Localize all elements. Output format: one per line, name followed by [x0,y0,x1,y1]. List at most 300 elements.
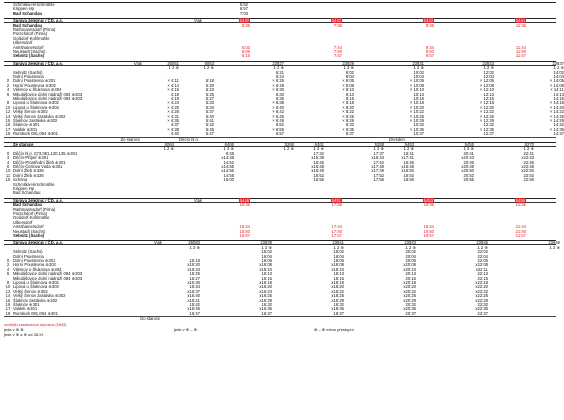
station-name: Lipová u Šluknova ⊕304 [13,104,59,110]
station-row [4,46,556,50]
train-class-note: 1 2 ⊕ [203,65,214,71]
departure-time: 7:57 [333,53,342,59]
station-name: Velký Šenov ⊕302 [13,288,48,294]
station-row [4,250,556,254]
departure-time: 18:32 [333,301,344,307]
train-number [344,241,380,245]
departure-time: × 8:35 [342,126,354,132]
departure-time: × 10:22 [409,109,424,115]
station-name: Mikulášovice dolní nádraží 084 ⊕303 [13,271,83,277]
departure-time: 22:41 [523,150,534,156]
departure-time: 20:52 [463,172,474,178]
train-number: 6461 [314,142,324,147]
departure-time: × 14:05 [549,78,564,84]
departure-time: 14:15 [553,95,564,101]
legend-red-note: vedlejší zastávková doprava (NM3) [4,321,67,327]
departure-time: x16:10 [259,266,272,272]
departure-time: 18:56 [403,177,414,183]
station-name: Horní Poustevna ⊕302 [13,82,56,88]
departure-time: x18:29 [331,297,344,303]
block4-table [4,142,556,195]
km-value: 2 [6,82,10,88]
legend-note-3: jede v ⊕ – ⊕ [174,326,197,332]
departure-time: 6:48 [225,150,234,156]
station-name: Goßdorf-Kohlmühle [13,35,50,41]
km-value [4,41,12,45]
departure-time: × 10:29 [409,117,424,123]
station-name: Lipová u Šluknova ⊕304 [13,284,59,290]
km-value: 15 [5,117,11,123]
train-number: 23941 [332,240,344,246]
station-name: Rathmannsdorf (Pirna) [13,206,56,212]
station-name: Valdek ⊕301 [13,126,38,132]
departure-time: x20:48 [461,164,474,169]
departure-time: 5:41 [205,117,214,123]
station-name: Velký Šenov zastávka ⊕302 [13,293,66,299]
departure-time: 18:37 [333,310,344,316]
footer-value: Děčín hl.n. [179,136,200,142]
departure-time: 19:57 [423,232,434,238]
train-number: 6063 [204,60,214,66]
km-value: 14 [5,113,11,119]
station-row [4,230,556,234]
train-number: 23943 [404,240,416,246]
departure-time: 16:04 [261,253,272,259]
station-name: Rumburk 081,084 ⊕301 [13,131,58,137]
train-number: 26061 [167,60,179,66]
departure-time: 16:02 [261,249,272,255]
departure-time: × 8:22 [342,109,354,115]
station-name: Neustadt (Sachs) [13,48,46,54]
station-row [4,24,556,28]
departure-time: x22:18 [475,279,488,285]
departure-time: × 8:20 [342,104,354,110]
train-number [434,199,480,203]
station-row [4,221,556,225]
footer-value: Dresden [389,136,405,142]
departure-time: 14:37 [553,131,564,137]
station-name: Mikulášovice dolní nádraží 084 ⊕303 [13,95,83,101]
km-value: 12 [5,109,11,115]
departure-time: 4:18 [170,91,179,97]
km-value: 3 [6,155,10,161]
train-class-note: 1 2 ⊕ [549,244,560,250]
km-value [4,24,12,28]
km-value: 10 [5,284,11,290]
station-name: Sebnitz (Sachs) [13,232,45,238]
train-number [488,241,524,245]
station-name: Mikulášovice dolní nádraží 084 ⊕303 [13,91,83,97]
departure-time: 19:36 [423,202,434,208]
departure-time: 6:21 [275,69,284,75]
departure-time: 22:32 [477,301,488,307]
operator-name: Ze stanice [13,142,34,147]
departure-time: × 14:18 [549,100,564,106]
departure-time: 12:15 [483,95,494,101]
departure-time: × 14:35 [549,126,564,132]
departure-time: x15:20 [187,262,200,268]
departure-time: 9:50 [425,48,434,54]
departure-time: 5:33 [205,100,214,106]
block2-table [4,18,556,58]
departure-time: 20:05 [405,257,416,263]
station-row [4,212,556,216]
train-class-note: 1 2 ⊕ [463,146,474,152]
km-value [4,32,12,36]
departure-time: 22:52 [523,172,534,178]
station-name: Krippen Hp [13,186,34,191]
departure-time: 18:04 [333,253,344,259]
departure-time: 8:15 [345,95,354,101]
operator-row [4,240,560,246]
departure-time: 16:56 [313,177,324,183]
km-header [4,199,12,203]
departure-time: 15:18 [189,257,200,263]
departure-time: x20:10 [403,266,416,272]
train-number: 23929 [342,60,354,66]
footer-label: Ze stanice [120,136,140,142]
km-value: 4 [6,159,10,165]
operator-row [4,19,556,23]
departure-time: 22:04 [477,253,488,259]
station-name: Dolní Žleb ⊕326 [13,168,44,174]
departure-time: 6:35 [275,95,284,101]
km-value: 4 [6,266,10,272]
departure-time: x16:35 [259,306,272,312]
station-row [4,187,556,191]
station-name: Neustadt (Sachs) [13,228,46,234]
departure-time: x14:55 [221,164,234,169]
departure-time: 21:36 [515,202,526,208]
departure-time: × 6:42 [272,109,284,115]
departure-time: 20:02 [405,249,416,255]
departure-time: 16:52 [403,172,414,178]
departure-time: x16:48 [401,164,414,169]
km-value [4,187,12,191]
station-name: Schöna [13,177,28,183]
departure-time: 5:34 [205,104,214,110]
station-name: Dolní Poustevna ⊕301 [13,257,56,263]
station-name: Děčín-Přípeř ⊕301 [13,155,49,161]
station-name: Sebnitz (Sachs) [13,53,45,59]
station-name: Děčín hl.n. 073,081,130,135 ⊕301 [13,150,78,156]
departure-time: x20:43 [461,155,474,161]
train-number: 23937 [552,60,564,66]
departure-time: x22:22 [475,288,488,294]
train-number-badge: 5453 [423,197,433,203]
departure-time: 10:15 [413,95,424,101]
train-number-badge: 5440 [239,18,249,24]
station-row [4,3,556,7]
train-number: 5455 [464,142,474,147]
departure-time: 11:50 [515,48,526,54]
station-name: Velký Šenov zastávka ⊕302 [13,113,66,119]
train-number-badge: 5448 [239,197,249,203]
km-value [4,28,12,32]
km-value: 18 [5,310,11,316]
station-row [4,312,556,316]
km-value: 4 [6,87,10,93]
departure-time: x18:08 [331,262,344,268]
legend-note-2: jede v ⊕ a ⊕ od 28.XI. [4,331,45,337]
station-row [4,41,556,45]
station-row [4,12,556,16]
station-name: Šluknov zastávka ⊕302 [13,297,58,303]
departure-time: × 8:29 [342,117,354,123]
departure-time: 15:42 [189,301,200,307]
departure-time: 17:52 [373,172,384,178]
departure-time: 22:02 [477,249,488,255]
departure-time: x17:49 [371,168,384,174]
footer-label: Do stanice [140,316,160,322]
departure-time: 6:57 [239,6,248,12]
km-value: 16 [5,301,11,307]
station-name: Dolní Žleb ⊕326 [13,172,44,178]
station-row [4,28,556,32]
km-value: 11 [5,172,11,178]
km-value: 0 [6,150,10,156]
train-label: Vlak [193,18,202,24]
departure-time: × 6:25 [272,78,284,84]
station-row [4,183,556,187]
departure-time: 15:34 [189,284,200,290]
departure-time: 16:46 [403,159,414,165]
station-row [4,294,556,298]
train-number [342,19,388,23]
departure-time: 22:56 [523,177,534,183]
departure-time: 4:40 [170,131,179,137]
departure-time: × 4:25 [167,104,179,110]
station-name: Rathmannsdorf (Pirna) [13,26,56,32]
departure-time: 12:02 [483,69,494,75]
departure-time: × 12:05 [479,78,494,84]
train-class-note: 1 2 ⊕ [413,65,424,71]
train-number [414,143,444,147]
km-value: 6 [6,91,10,97]
departure-time: × 8:08 [342,82,354,88]
station-row [4,290,556,294]
departure-time: 7:03 [239,10,248,16]
block5-table [4,198,556,238]
station-row [4,225,556,229]
station-name: Ulbersdorf [13,40,33,46]
departure-time: 14:32 [553,122,564,128]
station-name: Rumburk 081,084 ⊕301 [13,310,58,316]
departure-time: 20:56 [463,177,474,183]
train-number [434,19,480,23]
station-row [4,255,556,259]
train-class-note: 1 2 ⊕ [477,244,488,250]
departure-time: x22:35 [475,306,488,312]
departure-time: x20:08 [403,262,416,268]
departure-time: 21:50 [515,228,526,234]
station-name: Šluknov zastávka ⊕302 [13,117,58,123]
departure-time: x17:48 [371,164,384,169]
departure-time: 16:52 [313,172,324,178]
station-name: Bad Schandau [13,190,41,196]
departure-time: 7:44 [333,44,342,50]
departure-time: × 6:49 [272,117,284,123]
km-value: 12 [5,288,11,294]
departure-time: × 6:45 [272,113,284,119]
station-name: Horní Poustevna ⊕302 [13,262,56,268]
train-number: 23927 [272,60,284,66]
station-row [4,7,556,11]
station-row [4,208,556,212]
station-name: Ulbersdorf [13,219,33,225]
km-value [4,183,12,187]
departure-time: × 10:10 [409,87,424,93]
departure-time: 14:13 [553,91,564,97]
station-row [4,203,556,207]
station-name: Goßdorf-Kohlmühle [13,215,50,221]
station-name: Valdek ⊕301 [13,306,38,312]
departure-time: x20:50 [461,168,474,174]
departure-time: × 10:08 [409,82,424,88]
station-name: Šluknov ⊕301 [13,122,40,128]
station-name: Mikulášovice dolní nádraží 084 ⊕303 [13,275,83,281]
train-number: 23933 [482,60,494,66]
departure-time: 8:13 [345,91,354,97]
departure-time: 12:32 [483,122,494,128]
departure-time: x22:29 [475,297,488,303]
train-label: Vlak [193,197,202,203]
departure-time: 8:04 [345,73,354,79]
train-class-note: 1 2 ⊕ [189,244,200,250]
station-name: Bad Schandau [13,22,43,28]
operator-row [4,199,556,203]
departure-time: × 14:25 [549,113,564,119]
train-number [416,241,452,245]
departure-time: x16:08 [259,262,272,268]
departure-time: 16:15 [261,275,272,281]
operator-name: Správa železnic / ČD, a.s. [13,240,64,246]
train-number: 6064 [164,142,174,147]
departure-time: x15:37 [187,288,200,294]
station-name: Lipová u Šluknova ⊕302 [13,100,59,106]
departure-time: × 14:29 [549,117,564,123]
station-row [4,263,556,267]
departure-time: × 12:25 [479,113,494,119]
departure-time: 5:23 [205,87,214,93]
departure-time: 8:32 [345,122,354,128]
departure-time: x14:56 [221,168,234,174]
departure-time: 16:05 [261,257,272,263]
departure-time: × 14:11 [550,87,564,93]
departure-time: 9:44 [425,44,434,50]
station-name: Porschdorf (Pirna) [13,210,47,216]
block6-table [4,240,560,322]
departure-time: 15:50 [239,228,250,234]
departure-time: 22:15 [477,275,488,281]
station-name: Krippen Hp [13,6,34,12]
departure-time: x18:22 [331,288,344,294]
departure-time: 20:32 [405,301,416,307]
departure-time: x14:48 [221,155,234,161]
train-number: 5463 [404,142,414,147]
train-class-note: 1 2 ⊕ [483,65,494,71]
departure-time: 18:13 [333,271,344,277]
departure-time: 5:25 [205,91,214,97]
km-value [4,12,12,16]
train-number [200,241,236,245]
footer-row [4,316,556,320]
departure-time: x18:10 [331,266,344,272]
km-value: 2 [6,262,10,268]
departure-time: × 4:35 [167,117,179,123]
station-row [4,37,556,41]
departure-time: x18:18 [331,279,344,285]
departure-time: 6:52 [275,122,284,128]
departure-time: × 14:20 [549,104,564,110]
departure-time: 14:04 [553,73,564,79]
train-note-row [4,244,560,250]
departure-time: 17:44 [331,224,342,230]
train-class-note: 1 2 ⊕ [261,244,272,250]
departure-time: x18:20 [331,284,344,290]
station-row [4,281,556,285]
departure-time: × 6:38 [272,100,284,106]
train-class-note: 1 2 ⊕ [273,65,284,71]
km-header [4,143,12,147]
departure-time: × 14:08 [549,82,564,88]
departure-time: x22:20 [475,284,488,290]
departure-time: x16:29 [259,297,272,303]
departure-time: x22:25 [475,293,488,299]
departure-time: 17:50 [331,228,342,234]
departure-time: 14:55 [223,172,234,178]
station-row [4,303,556,307]
train-number [424,62,459,66]
station-name: Sebnitz (Sachs) [13,249,43,255]
departure-time: x16:23 [259,288,272,294]
departure-time: 20:37 [405,310,416,316]
operator-name: Správa železnic / ČD, a.s. [13,197,64,203]
departure-time: x20:22 [403,288,416,294]
train-number [250,19,296,23]
km-value [4,71,12,75]
departure-time: × 12:22 [479,109,494,115]
departure-time: 9:36 [425,22,434,28]
departure-time: x18:35 [331,306,344,312]
station-row [4,259,556,263]
km-value [4,3,12,7]
train-class-note: 1 2 ⊕ [403,146,414,152]
station-name: Bad Schandau [13,202,43,208]
train-number-badge: 5444 [515,18,525,24]
departure-time: × 8:18 [342,100,354,106]
block1-table [4,2,556,15]
departure-time: 4:37 [170,122,179,128]
station-name: Amtshainersdorf [13,44,44,50]
departure-time: 21:57 [515,232,526,238]
operator-name: Správa železnic / ČD, a.s. [13,60,64,66]
station-row [4,178,556,182]
station-name: Amtshainersdorf [13,224,44,230]
departure-time: 8:02 [345,69,354,75]
station-row [4,272,556,276]
train-number: 23945 [476,240,488,246]
station-name: Schmilka-Hirschmühle [13,181,55,187]
station-name: Šluknov ⊕301 [13,301,40,307]
departure-time: x22:48 [521,164,534,169]
departure-time: 10:32 [413,122,424,128]
departure-time: 18:02 [333,249,344,255]
departure-time: × 8:25 [342,113,354,119]
departure-time: 11:57 [515,53,526,59]
station-name: Děčín-Prostřední Žleb ⊕301 [13,159,66,165]
km-value [4,37,12,41]
